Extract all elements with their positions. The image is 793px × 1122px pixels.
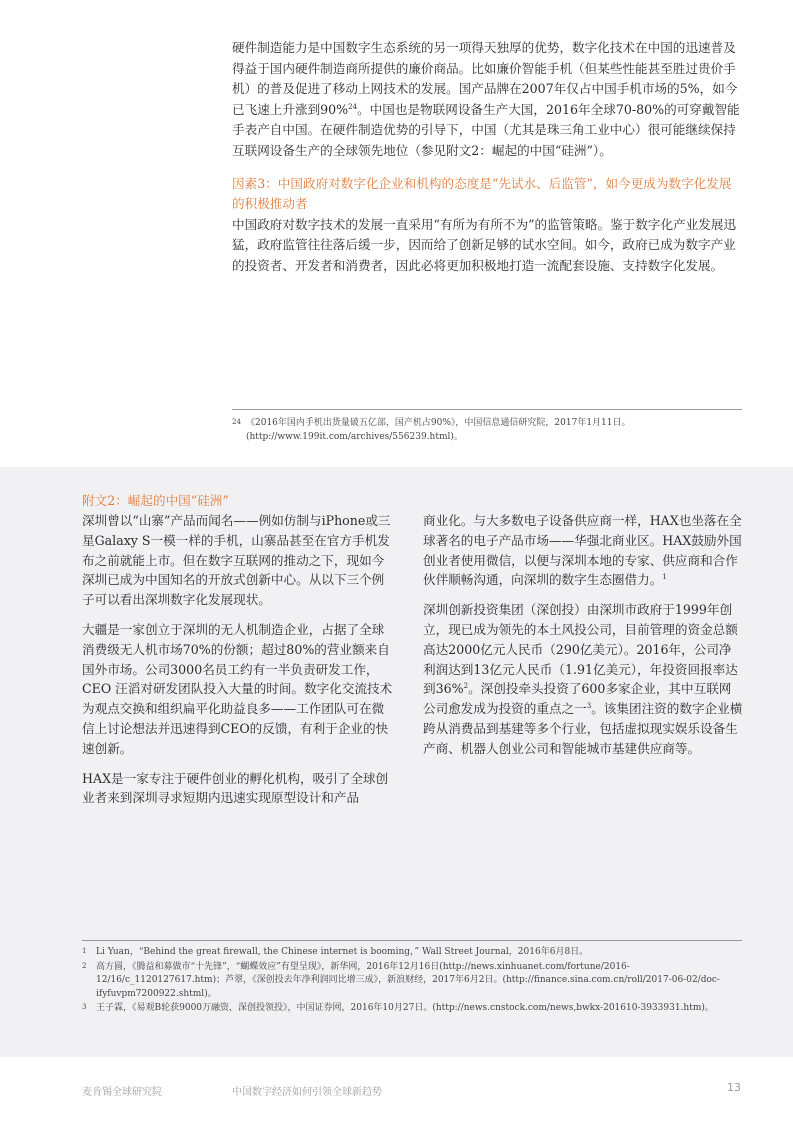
footnote-divider (232, 409, 742, 410)
exhibit-paragraph: 大疆是一家创立于深圳的无人机制造企业，占据了全球消费级无人机市场70%的份额；超过80%的营业额来自国外市场。公司3000名员工约有一半负责研发工作，CEO 汪滔对研发团队投入大量的时间。数字化交流技术为观点交换和组织扁平化助益良多——工作团队可在微信上讨论想法并迅速得到CEO的反馈，有利于企业的快速创新。 (82, 621, 393, 756)
footnote-number: 3 (82, 1003, 87, 1011)
footnote-ref[interactable]: 24 (348, 102, 358, 111)
exhibit-footnote-divider (82, 940, 742, 941)
intro-section (232, 38, 742, 277)
footnote-item (82, 1002, 742, 1016)
exhibit-right-column (423, 511, 743, 769)
exhibit-paragraph: HAX是一家专注于硬件创业的孵化机构，吸引了全球创业者来到深圳寻求短期内迅速实现原型设计和产品 (82, 770, 389, 806)
page-footer (0, 1077, 793, 1107)
exhibit-paragraph: 深圳曾以“山寨”产品而闻名——例如仿制与iPhone或三星Galaxy S一模一样的手机，山寨品甚至在官方手机发布之前就能上市。但在数字互联网的推动之下，现如今深圳已成为中国知名的开放式创新中心。从以下三个例子可以看出深圳数字化发展现状。 (82, 513, 391, 608)
footer-org: 麦肯锡全球研究院 (82, 1087, 162, 1098)
footnote-number: 2 (82, 961, 87, 970)
footnote-ref[interactable]: 1 (662, 573, 667, 582)
footer-report-title: 中国数字经济如何引领全球新趋势 (232, 1087, 382, 1098)
footnote-number: 1 (82, 947, 87, 955)
footnote-text: Li Yuan，“Behind the great firewall, the Chinese internet is booming，” Wall Street Journal，2016年6月8日。 (96, 947, 589, 957)
exhibit-footnotes (82, 946, 742, 1017)
footnote-text: 《2016年国内手机出货量破五亿部，国产机占90%》，中国信息通信研究院，2017年1月11日。(http://www.199it.com/archives/556239.html)。 (246, 418, 631, 442)
footnote-text: 高方圆，《腾益和募做市“十先锋”，“蝴蝶效应”有望呈现》，新华网，2016年12月16日(http://news.xinhuanet.com/fortune/2016-12/16/c_1120127617.htm)；芦翠，《深创投去年净利润同比增三成》，新浪财经，2017年6月2日。(http://finance.sina.com.cn/roll/2017-06-02/doc-ifyfuvpm7200922.shtml)。 (96, 961, 720, 999)
exhibit-left-column (82, 511, 396, 818)
footnote-text: 王子霖，《易观B轮获9000万融资，深创投领投》，中国证券网，2016年10月27日。(http://news.cnstock.com/news,bwkx-201610-3933931.htm)。 (96, 1003, 714, 1013)
factor3-heading: 因素3：中国政府对数字化企业和机构的态度是“先试水、后监管”，如今更成为数字化发展的积极推动者 (232, 175, 732, 212)
top-footnotes (232, 417, 742, 445)
footnote-ref[interactable]: 2 (463, 682, 469, 691)
exhibit-title: 附文2：崛起的中国“硅洲” (82, 493, 229, 508)
footnote-item (82, 961, 742, 1002)
exhibit-paragraph: 商业化。与大多数电子设备供应商一样，HAX也坐落在全球著名的电子产品市场——华强北商业区。HAX鼓励外国创业者使用微信，以便与深圳本地的专家、供应商和合作伙伴顺畅沟通，向深圳的数字生态圈借力。$^1$ (423, 513, 742, 588)
footnote-item (232, 417, 742, 444)
footnote-item (82, 946, 742, 960)
intro-paragraph: 硬件制造能力是中国数字生态系统的另一项得天独厚的优势，数字化技术在中国的迅速普及得益于国内硬件制造商所提供的廉价商品。比如廉价智能手机（但某些性能甚至胜过贵价手机）的普及促进了移动上网技术的发展。国产品牌在2007年仅占中国手机市场的5%，如今已飞速上升涨到90%$^{24}$。中国也是物联网设备生产大国，2016年全球70-80%的可穿戴智能手表产自中国。在硬件制造优势的引导下，中国（尤其是珠三角工业中心）很可能继续保持互联网设备生产的全球领先地位（参见附文2：崛起的中国“硅洲”）。 (232, 40, 740, 158)
factor3-body: 中国政府对数字技术的发展一直采用“有所为有所不为”的监管策略。鉴于数字化产业发展迅猛，政府监管往往落后缓一步，因而给了创新足够的试水空间。如今，政府已成为数字产业的投资者、开发者和消费者，因此必将更加积极地打造一流配套设施、支持数字化发展。 (232, 216, 737, 273)
footnote-ref[interactable]: 3 (586, 701, 592, 710)
page-number: 13 (727, 1081, 741, 1094)
footnote-number: 24 (232, 418, 241, 426)
exhibit-paragraph: 深圳创新投资集团（深创投）由深圳市政府于1999年创立，现已成为领先的本土风投公司，目前管理的资金总额高达2000亿元人民币（290亿美元）。2016年，公司净利润达到13亿元人民币（1.91亿美元），年投资回报率达到36%$^2$。深创投牵头投资了600多家企业，其中互联网公司愈发成为投资的重点之一$^3$。该集团注资的数字企业横跨从消费品到基建等多个行业，包括虚拟现实娱乐设备生产商、机器人创业公司和智能城市基建供应商等。 (423, 602, 743, 756)
